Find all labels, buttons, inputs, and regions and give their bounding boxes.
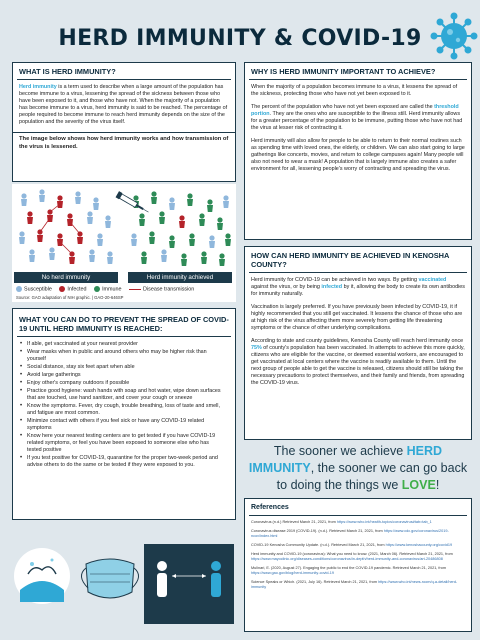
susceptible-person [49, 247, 55, 260]
susceptible-person [131, 233, 137, 246]
reference-item: Herd immunity and COVID-19 (coronavirus): What you need to know. (2021, March 06). Retrieved March 21, 2021, from https://www.mayoclinic.org/diseases-conditions/coronavirus/in-depth/herd-immunity-and-coronavirus/art-20486808 [251, 552, 453, 561]
what-body: Herd immunity is a term used to describe when a large amount of the population has become immune to a virus, lessening the spread of the sickness between those who have been exposed to it, and those who have not. When the majority of a population has become immune to a virus, herd immunity is said to be reached. The percentage of people required to become immune to reach herd immunity depends on the size of the population and the severity of the virus itself. [19, 84, 228, 125]
immune-person [159, 211, 165, 224]
susceptible-swatch [16, 286, 22, 292]
infected-person [179, 215, 185, 228]
herd-term: Herd immunity [19, 84, 57, 90]
prevent-heading: WHAT YOU CAN DO TO PREVENT THE SPREAD OF COVID-19 UNTIL HERD IMMUNITY IS REACHED: [17, 315, 231, 337]
why-heading: WHY IS HERD IMMUNITY IMPORTANT TO ACHIEVE? [249, 67, 467, 80]
kenosha-p1: Herd immunity for COVID-19 can be achieved in two ways. By getting vaccinated against the virus, or by being infected by it, allowing the body to create its own antibodies for immunity naturally. [251, 277, 465, 297]
reference-item: Science Speaks or Which. (2021, July 16). Retrieved March 21, 2021, from https://www.who.int/news-room/q-a-detail/herd-immunity [251, 580, 458, 589]
syringe-icon [116, 191, 151, 215]
susceptible-person [161, 249, 167, 262]
face-mask-icon [81, 559, 138, 598]
susceptible-person [93, 197, 99, 210]
immune-person [217, 217, 223, 230]
why-p3: Herd immunity will also allow for people to be able to return to their normal routines such as spending time with loved ones, the elderly, or children. We can also start going to large gatherings like concerts, movies, and return to college campuses again! Many people will also not need to wear a mask! A population that is largely immune also creates a safer environment for all, lessening people's worry of contracting and spreading the virus. [251, 138, 465, 172]
immune-person [199, 213, 205, 226]
kenosha-p3: According to state and county guidelines, Kenosha County will reach herd immunity once 75% of county's population has been vaccinated. In attempts to achieve this more quickly, citizens who are eligible for the vaccine, or deemed essential workers, are encouraged to get vaccinated at local centers where the vaccine is readily available to them. Until the next group of people able to get the vaccine is released, citizens should still be taking the necessary precautions to protect themselves, and their family and friends, from spreading the COVID-19 virus. [251, 338, 465, 386]
prevent-item: • Practice good hygiene: wash hands with soap and hot water, wipe down surfaces that are touched, use hand sanitizer, and cover your cough or sneeze [27, 388, 225, 402]
infected-swatch [59, 286, 65, 292]
susceptible-person [97, 233, 103, 246]
no-herd-label: No herd immunity [14, 272, 118, 283]
infected-person [37, 229, 43, 242]
transmission-line [70, 222, 80, 234]
reference-item: COVID-19 Kenosha Community Update. (n.d.). Retrieved March 21, 2021, from https://www.kenoshacounty.org/covid19 [251, 543, 453, 547]
why-p1: When the majority of a population becomes immune to a virus, it lessens the spread of the sickness, protecting those who have not yet been exposed to it. [251, 84, 458, 97]
reference-item: Mulinari, E. (2020, August 27). Engaging the public to end the COVID-19 pandemic. Retrieved March 21, 2021, from https://www.gao.gov/blog/herd-immunity-covid-19 [251, 566, 447, 575]
prevent-list [13, 341, 235, 469]
prevent-item: • Wear masks when in public and around others who may be higher risk than yourself [27, 349, 225, 363]
prevent-item: • Know the symptoms. Fever, dry cough, trouble breathing, loss of taste and smell, and fatigue are most common. [27, 403, 225, 417]
prevent-item: • Social distance, stay six feet apart when able [27, 364, 225, 371]
kenosha-p2: Vaccination is largely preferred. If you have previously been infected by COVID-19, it if highly recommended that you still get vaccinated. It lessens the chance of those who are at high risk of the virus affecting them more severely from getting life threatening symptoms or the chance of other underlying complications. [251, 304, 463, 331]
kenosha-heading: HOW CAN HERD IMMUNITY BE ACHIEVED IN KENOSHA COUNTY? [249, 251, 467, 273]
references-list [245, 520, 471, 590]
social-distance-icon [144, 544, 234, 624]
illustrations [12, 524, 236, 634]
legend: Susceptible Infected Immune Disease transmission [16, 286, 194, 292]
herd-diagram [12, 184, 236, 302]
transmission-swatch [129, 289, 141, 290]
immune-person [225, 233, 231, 246]
prevent-item: • If able, get vaccinated at your nearest provider [27, 341, 225, 348]
page-title: HERD IMMUNITY & COVID-19 [58, 26, 422, 51]
immune-person [187, 193, 193, 206]
susceptible-person [21, 193, 27, 206]
herd-achieved-label: Herd immunity achieved [128, 272, 232, 283]
susceptible-person [39, 189, 45, 202]
kenosha-box [244, 246, 472, 440]
immune-person [181, 253, 187, 266]
what-is-box [12, 62, 236, 182]
why-p2: The percent of the population who have not yet been exposed are called the threshold portion. They are the ones who are susceptible to the illness still. Herd immunity allows for a greater percentage of the population to be immune, putting those who have not had the virus at lesser risk of contracting it. [251, 104, 463, 131]
susceptible-person [223, 195, 229, 208]
population-figure [12, 184, 236, 270]
immune-person [151, 191, 157, 204]
reference-link[interactable]: https://www.cdc.gov/coronavirus/2019-ncov/index.html [251, 529, 449, 538]
slogan: The sooner we achieve HERD IMMUNITY, the sooner we can go back to doing the things we LOVE! [248, 444, 468, 492]
immune-swatch [94, 286, 100, 292]
infected-person [69, 251, 75, 264]
susceptible-person [107, 251, 113, 264]
infected-person [77, 231, 83, 244]
diagram-source: Source: GAO adaptation of NIH graphic. | GAO-20-646SP [16, 295, 124, 300]
reference-link[interactable]: https://www.kenoshacounty.org/covid19 [385, 543, 453, 547]
why-box [244, 62, 472, 240]
prevent-item: • Minimize contact with others if you feel sick or have any COVID-19 related symptoms [27, 418, 225, 432]
hand-washing-icon [14, 548, 70, 604]
susceptible-person [87, 211, 93, 224]
susceptible-person [19, 231, 25, 244]
reference-link[interactable]: https://www.who.int/news-room/q-a-detail/herd-immunity [251, 580, 458, 589]
immune-person [169, 235, 175, 248]
prevent-item: • Enjoy other's company outdoors if possible [27, 380, 225, 387]
immune-person [141, 251, 147, 264]
immune-person [139, 213, 145, 226]
what-heading: WHAT IS HERD IMMUNITY? [17, 67, 231, 80]
infected-person [27, 211, 33, 224]
immune-person [207, 199, 213, 212]
reference-item: Coronavirus disease 2019 (COVID-19). (n.d.). Retrieved March 21, 2021, from https://www.cdc.gov/coronavirus/2019-ncov/index.html [251, 529, 449, 538]
immune-person [201, 251, 207, 264]
prevent-item: • If you test positive for COVID-19, quarantine for the proper two-week period and advise others to do the same or be tested if they were exposed to you. [27, 455, 225, 469]
immune-person [219, 253, 225, 266]
susceptible-person [105, 215, 111, 228]
transmission-line [40, 218, 50, 232]
immune-person [149, 231, 155, 244]
immune-person [189, 233, 195, 246]
reference-link[interactable]: https://www.gao.gov/blog/herd-immunity-covid-19 [251, 571, 334, 575]
susceptible-person [89, 249, 95, 262]
prevent-item: • Know here your nearest testing centers are to get tested if you have COVID-19 related symptoms, or feel you have been exposed to someone else who has tested positive [27, 433, 225, 454]
infected-person [47, 209, 53, 222]
susceptible-person [169, 197, 175, 210]
transmission-line [60, 242, 72, 254]
susceptible-person [29, 249, 35, 262]
prevent-item: • Avoid large gatherings [27, 372, 225, 379]
susceptible-person [209, 235, 215, 248]
what-lead: The image below shows how herd immunity works and how transmission of the virus is lessened. [13, 132, 235, 151]
reference-link[interactable]: https://www.mayoclinic.org/diseases-conditions/coronavirus/in-depth/herd-immunity-and-coronavirus/art-20486808 [251, 557, 443, 561]
prevent-box [12, 308, 236, 520]
virus-icon [430, 12, 478, 60]
reference-link[interactable]: https://www.who.int/health-topics/coronavirus#tab=tab_1 [336, 520, 432, 524]
susceptible-person [75, 191, 81, 204]
reference-item: Coronavirus (n.d.) Retrieved March 21, 2021, from https://www.who.int/health-topics/coronavirus#tab=tab_1 [251, 520, 432, 524]
references-heading: References [249, 503, 467, 516]
references-box [244, 498, 472, 632]
